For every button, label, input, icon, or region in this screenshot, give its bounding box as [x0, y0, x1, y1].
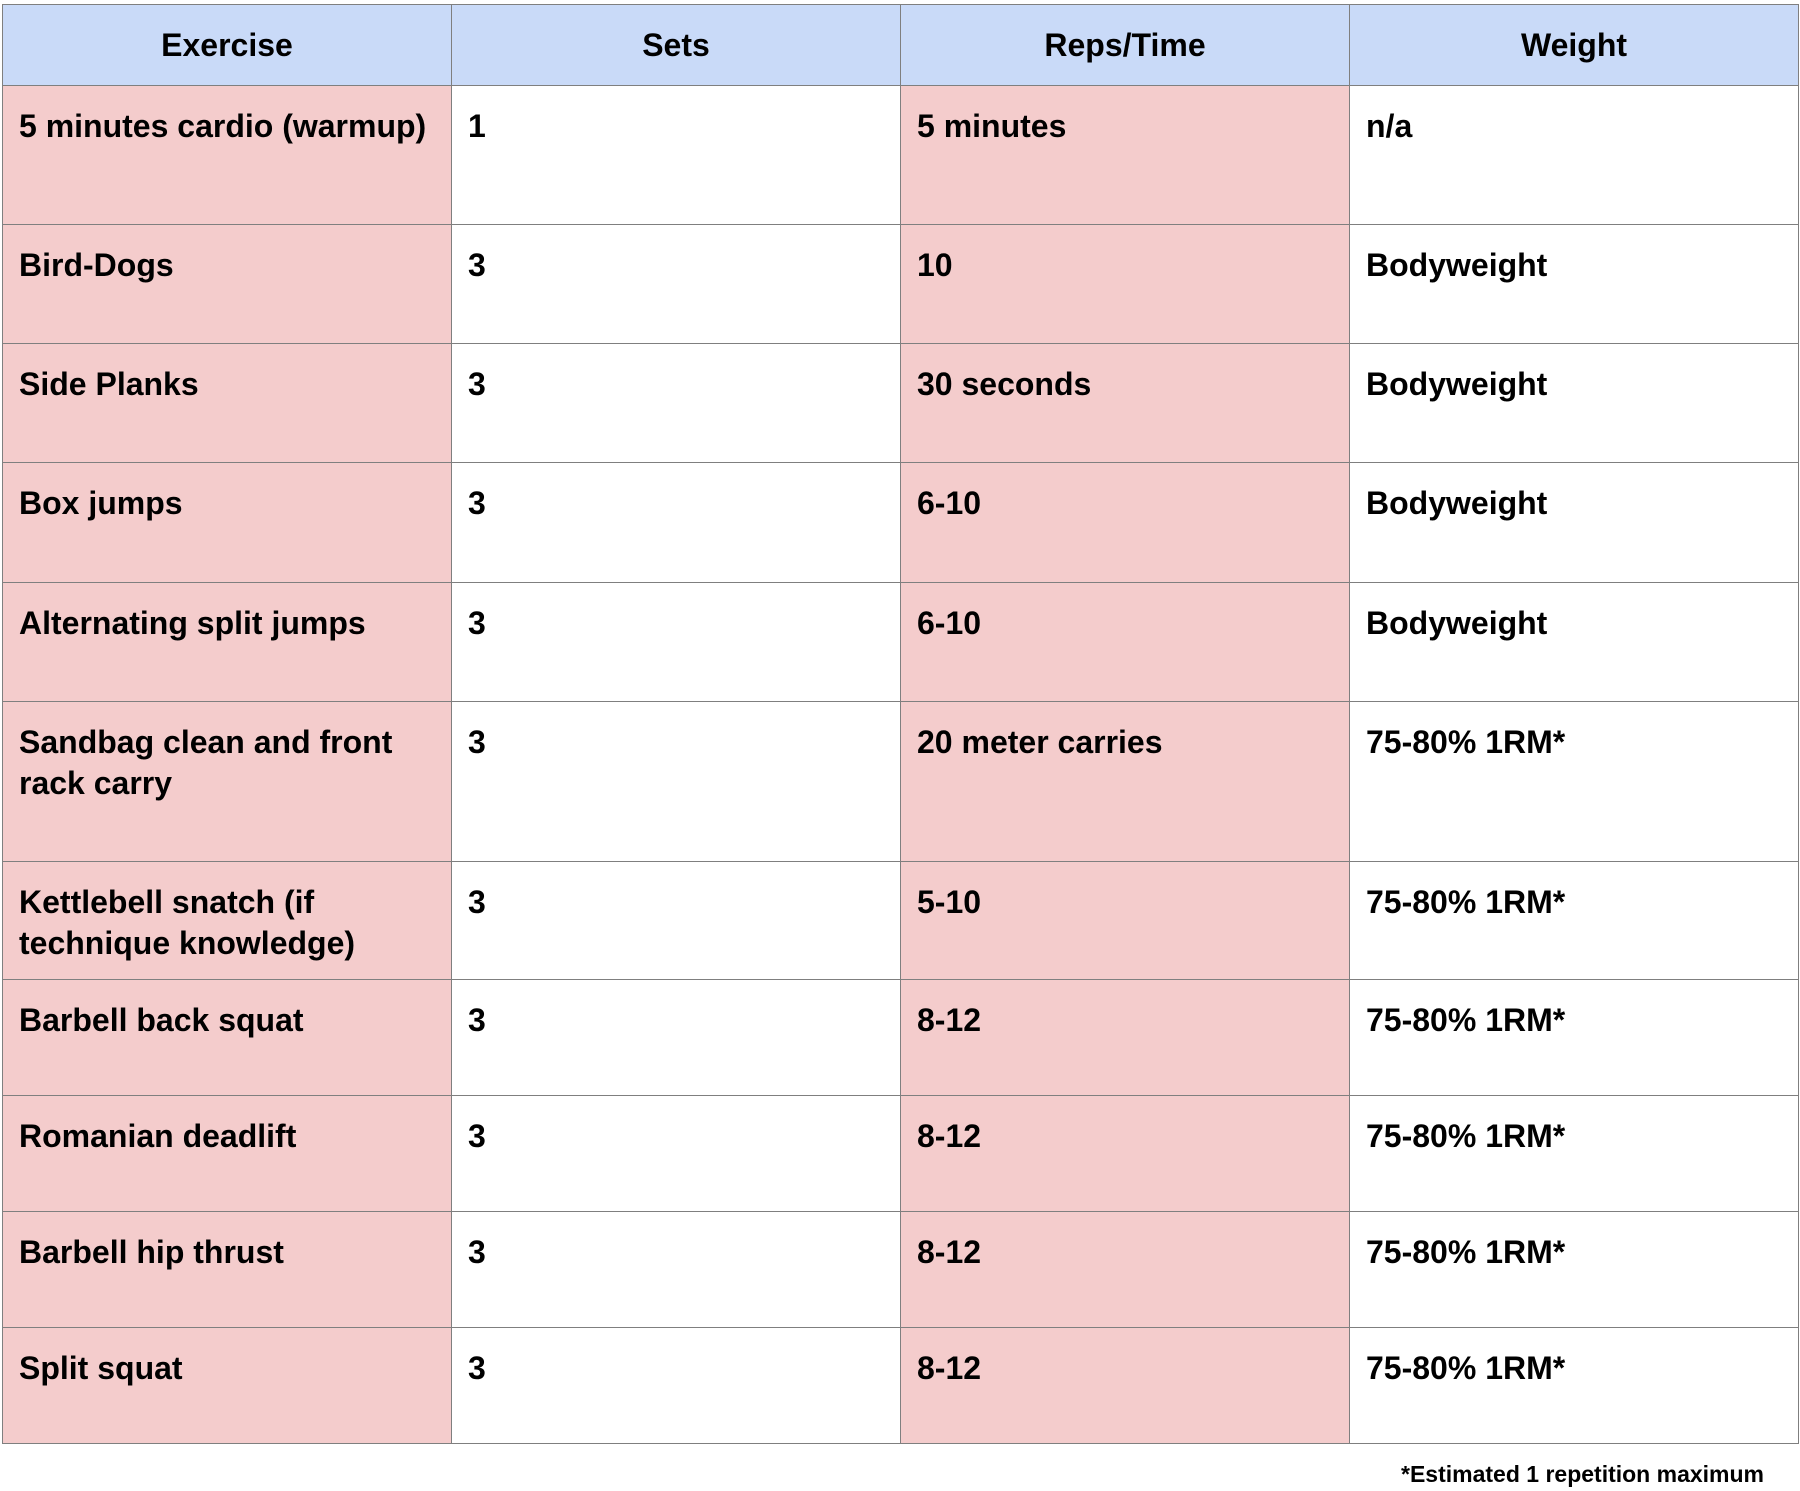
cell-reps: 5 minutes	[901, 86, 1350, 225]
cell-sets: 3	[452, 344, 901, 463]
footnote: *Estimated 1 repetition maximum	[1401, 1461, 1764, 1487]
header-exercise: Exercise	[3, 5, 452, 86]
table-row	[3, 980, 1799, 1096]
table-row	[3, 86, 1799, 225]
header-row	[3, 5, 1799, 86]
header-sets: Sets	[452, 5, 901, 86]
table-row	[3, 862, 1799, 980]
cell-sets: 3	[452, 1328, 901, 1444]
table-row	[3, 1328, 1799, 1444]
cell-exercise: 5 minutes cardio (warmup)	[3, 86, 452, 225]
cell-sets: 3	[452, 583, 901, 702]
cell-sets: 3	[452, 862, 901, 980]
cell-weight: 75-80% 1RM*	[1350, 1212, 1799, 1328]
cell-sets: 3	[452, 1212, 901, 1328]
cell-weight: 75-80% 1RM*	[1350, 1096, 1799, 1212]
cell-sets: 3	[452, 225, 901, 344]
cell-weight: Bodyweight	[1350, 225, 1799, 344]
cell-exercise: Romanian deadlift	[3, 1096, 452, 1212]
cell-weight: 75-80% 1RM*	[1350, 702, 1799, 862]
cell-reps: 30 seconds	[901, 344, 1350, 463]
cell-reps: 8-12	[901, 1212, 1350, 1328]
cell-exercise: Box jumps	[3, 463, 452, 583]
cell-reps: 10	[901, 225, 1350, 344]
cell-sets: 3	[452, 1096, 901, 1212]
cell-exercise: Bird-Dogs	[3, 225, 452, 344]
cell-reps: 6-10	[901, 463, 1350, 583]
table-row	[3, 583, 1799, 702]
header-reps-time: Reps/Time	[901, 5, 1350, 86]
header-weight: Weight	[1350, 5, 1799, 86]
cell-weight: 75-80% 1RM*	[1350, 862, 1799, 980]
cell-reps: 8-12	[901, 1096, 1350, 1212]
table-row	[3, 1212, 1799, 1328]
cell-weight: Bodyweight	[1350, 463, 1799, 583]
table-row	[3, 702, 1799, 862]
cell-weight: Bodyweight	[1350, 344, 1799, 463]
cell-exercise: Barbell hip thrust	[3, 1212, 452, 1328]
cell-weight: Bodyweight	[1350, 583, 1799, 702]
cell-exercise: Kettlebell snatch (if technique knowledge)	[3, 862, 452, 980]
cell-sets: 3	[452, 702, 901, 862]
cell-exercise: Side Planks	[3, 344, 452, 463]
cell-weight: n/a	[1350, 86, 1799, 225]
cell-reps: 8-12	[901, 980, 1350, 1096]
workout-table	[2, 4, 1799, 1444]
cell-reps: 8-12	[901, 1328, 1350, 1444]
cell-weight: 75-80% 1RM*	[1350, 980, 1799, 1096]
cell-sets: 1	[452, 86, 901, 225]
cell-reps: 20 meter carries	[901, 702, 1350, 862]
cell-exercise: Barbell back squat	[3, 980, 452, 1096]
table-row	[3, 225, 1799, 344]
table-row	[3, 344, 1799, 463]
cell-weight: 75-80% 1RM*	[1350, 1328, 1799, 1444]
cell-reps: 6-10	[901, 583, 1350, 702]
table-row	[3, 463, 1799, 583]
cell-sets: 3	[452, 980, 901, 1096]
cell-exercise: Alternating split jumps	[3, 583, 452, 702]
table-row	[3, 1096, 1799, 1212]
cell-reps: 5-10	[901, 862, 1350, 980]
cell-sets: 3	[452, 463, 901, 583]
cell-exercise: Split squat	[3, 1328, 452, 1444]
cell-exercise: Sandbag clean and front rack carry	[3, 702, 452, 862]
